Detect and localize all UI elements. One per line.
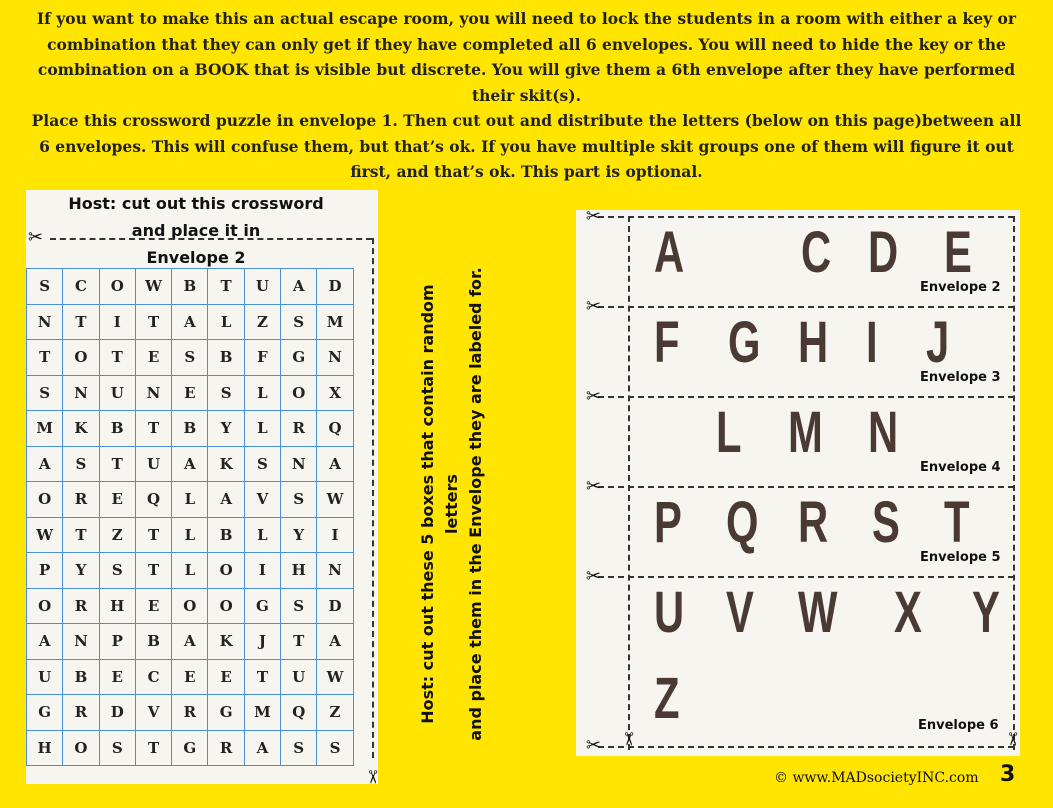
cut-line (598, 486, 1014, 488)
crossword-cell: G (281, 340, 317, 376)
crossword-cell: O (208, 588, 244, 624)
vertical-host-line-2: and place them in the Envelope they are labeled for. (466, 267, 485, 741)
stencil-letter: H (798, 310, 829, 375)
crossword-cell: A (27, 624, 63, 660)
crossword-cell: S (27, 375, 63, 411)
crossword-cell: L (172, 553, 208, 589)
stencil-letter: L (716, 400, 742, 465)
crossword-cell: R (281, 411, 317, 447)
crossword-cell: O (172, 588, 208, 624)
crossword-cell: H (27, 730, 63, 766)
stencil-letter: V (726, 580, 754, 645)
scissors-icon: ✂ (617, 731, 639, 747)
crossword-cell: H (281, 553, 317, 589)
crossword-cell: G (27, 695, 63, 731)
crossword-cell: K (208, 624, 244, 660)
crossword-cell: M (244, 695, 280, 731)
stencil-letter: M (788, 400, 823, 465)
crossword-cell: O (99, 269, 135, 305)
crossword-row (27, 588, 354, 624)
crossword-cell: S (172, 340, 208, 376)
stencil-letter: X (894, 580, 922, 645)
crossword-cell: A (281, 269, 317, 305)
stencil-letter: J (926, 310, 950, 375)
crossword-cell: T (135, 553, 171, 589)
crossword-cell: Y (281, 517, 317, 553)
intro-text (30, 6, 1023, 185)
crossword-cell: S (99, 553, 135, 589)
crossword-cell: B (172, 411, 208, 447)
cut-line-bottom (598, 746, 1014, 748)
crossword-cell: G (244, 588, 280, 624)
crossword-cell: J (244, 624, 280, 660)
stencil-letter: Q (726, 490, 759, 555)
crossword-row (27, 411, 354, 447)
crossword-cell: W (317, 482, 353, 518)
crossword-cell: L (172, 517, 208, 553)
crossword-cell: E (99, 482, 135, 518)
crossword-cell: T (135, 411, 171, 447)
crossword-cell: S (281, 304, 317, 340)
crossword-cell: O (63, 730, 99, 766)
crossword-row (27, 340, 354, 376)
crossword-cell: C (135, 659, 171, 695)
crossword-cell: E (208, 659, 244, 695)
scissors-icon: ✂ (586, 566, 602, 587)
stencil-letter: Y (972, 580, 1000, 645)
crossword-cell: W (27, 517, 63, 553)
crossword-cell: H (99, 588, 135, 624)
page-number: 3 (1000, 762, 1016, 787)
crossword-cell: I (244, 553, 280, 589)
crossword-cell: A (172, 624, 208, 660)
crossword-row (27, 624, 354, 660)
envelope-label: Envelope 2 (920, 280, 1001, 295)
envelope-label: Envelope 6 (918, 718, 999, 733)
crossword-cell: D (317, 269, 353, 305)
scissors-icon: ✂ (586, 735, 602, 756)
stencil-letter: T (944, 490, 970, 555)
crossword-cell: C (63, 269, 99, 305)
crossword-cell: N (27, 304, 63, 340)
crossword-cell: N (63, 624, 99, 660)
intro-paragraph-2: Place this crossword puzzle in envelope 1. Then cut out and distribute the letters (below on this page)between all 6 envelopes. This will confuse them, but that’s ok. If you have multiple skit groups one of them will figure it out first, and that’s ok. This part is optional. (31, 111, 1022, 181)
vertical-host-instruction (416, 254, 488, 754)
crossword-cell: U (27, 659, 63, 695)
crossword-title-line-2: and place it in (131, 221, 261, 240)
crossword-row (27, 446, 354, 482)
crossword-cell: I (99, 304, 135, 340)
crossword-cell: O (281, 375, 317, 411)
crossword-cell: Y (208, 411, 244, 447)
crossword-cell: M (317, 304, 353, 340)
crossword-cell: T (99, 340, 135, 376)
crossword-row (27, 695, 354, 731)
crossword-cell: A (208, 482, 244, 518)
crossword-cell: L (244, 517, 280, 553)
crossword-cell: T (99, 446, 135, 482)
crossword-cell: G (208, 695, 244, 731)
crossword-cell: V (244, 482, 280, 518)
crossword-cell: Q (135, 482, 171, 518)
crossword-row (27, 553, 354, 589)
stencil-letter: N (868, 400, 899, 465)
crossword-cell: O (63, 340, 99, 376)
crossword-cell: S (208, 375, 244, 411)
crossword-cell: T (208, 269, 244, 305)
crossword-cell: S (63, 446, 99, 482)
scissors-icon: ✂ (28, 227, 44, 248)
stencil-letter: C (801, 220, 832, 285)
crossword-cell: N (135, 375, 171, 411)
crossword-cell: L (244, 375, 280, 411)
scissors-icon: ✂ (586, 206, 602, 227)
scissors-icon: ✂ (586, 296, 602, 317)
crossword-cell: K (208, 446, 244, 482)
crossword-title (56, 190, 336, 271)
scissors-icon: ✂ (361, 769, 383, 785)
crossword-cell: S (281, 730, 317, 766)
crossword-cell: E (172, 659, 208, 695)
crossword-cell: X (317, 375, 353, 411)
crossword-cell: A (172, 304, 208, 340)
crossword-cell: E (135, 340, 171, 376)
cut-line-right (1013, 216, 1015, 750)
crossword-cell: S (281, 588, 317, 624)
scissors-icon: ✂ (586, 476, 602, 497)
crossword-cell: G (172, 730, 208, 766)
crossword-cell: T (135, 730, 171, 766)
crossword-title-line-1: Host: cut out this crossword (68, 194, 324, 213)
crossword-cell: N (281, 446, 317, 482)
crossword-cell: B (99, 411, 135, 447)
crossword-cell: A (317, 624, 353, 660)
crossword-cell: S (317, 730, 353, 766)
crossword-cell: U (135, 446, 171, 482)
crossword-cell: R (63, 588, 99, 624)
crossword-cell: T (27, 340, 63, 376)
cut-line-left (628, 216, 630, 750)
crossword-cell: N (317, 340, 353, 376)
envelope-label: Envelope 3 (920, 370, 1001, 385)
crossword-row (27, 730, 354, 766)
crossword-cell: Z (244, 304, 280, 340)
crossword-cell: L (208, 304, 244, 340)
crossword-cell: Q (317, 411, 353, 447)
crossword-row (27, 375, 354, 411)
crossword-row (27, 482, 354, 518)
cut-line-top (50, 238, 372, 240)
copyright-footer: © www.MADsocietyINC.com (774, 770, 979, 786)
cut-line (598, 396, 1014, 398)
crossword-cell: Q (281, 695, 317, 731)
stencil-letter: R (798, 490, 829, 555)
intro-paragraph-1: If you want to make this an actual escape room, you will need to lock the students in a room with either a key or combination that they can only get if they have completed all 6 envelopes. You will need to hide the key or the combination on a BOOK that is visible but discrete. You will give them a 6th envelope after they have performed their skit(s). (36, 9, 1017, 105)
crossword-cell: A (244, 730, 280, 766)
crossword-cell: V (135, 695, 171, 731)
crossword-cell: A (27, 446, 63, 482)
crossword-cell: T (244, 659, 280, 695)
crossword-cell: S (244, 446, 280, 482)
crossword-cell: W (317, 659, 353, 695)
crossword-title-line-3: Envelope 2 (146, 248, 246, 267)
stencil-letter: U (654, 580, 685, 645)
crossword-cell: L (172, 482, 208, 518)
crossword-cell: N (317, 553, 353, 589)
crossword-cell: R (208, 730, 244, 766)
stencil-letter: S (872, 490, 900, 555)
crossword-grid (26, 268, 354, 766)
crossword-cell: B (135, 624, 171, 660)
crossword-cell: U (99, 375, 135, 411)
crossword-cell: R (63, 695, 99, 731)
crossword-cell: T (63, 304, 99, 340)
crossword-cell: B (208, 340, 244, 376)
stencil-letter: I (866, 310, 878, 375)
crossword-cell: M (27, 411, 63, 447)
crossword-cell: S (99, 730, 135, 766)
crossword-cell: O (27, 588, 63, 624)
crossword-cell: R (63, 482, 99, 518)
crossword-cell: E (135, 588, 171, 624)
crossword-cell: U (244, 269, 280, 305)
cut-line-right (372, 238, 374, 758)
cut-line (598, 306, 1014, 308)
crossword-cell: A (172, 446, 208, 482)
scissors-icon: ✂ (586, 386, 602, 407)
crossword-row (27, 269, 354, 305)
envelope-label: Envelope 4 (920, 460, 1001, 475)
crossword-cell: S (281, 482, 317, 518)
crossword-cell: R (172, 695, 208, 731)
crossword-row (27, 304, 354, 340)
crossword-cell: D (99, 695, 135, 731)
crossword-cell: B (63, 659, 99, 695)
crossword-panel (26, 190, 383, 785)
cut-line (598, 576, 1014, 578)
crossword-cell: Y (63, 553, 99, 589)
stencil-letter: A (654, 220, 685, 285)
crossword-cell: P (27, 553, 63, 589)
scissors-icon: ✂ (1001, 731, 1023, 747)
crossword-cell: S (27, 269, 63, 305)
crossword-cell: U (281, 659, 317, 695)
crossword-row (27, 659, 354, 695)
stencil-letter: W (798, 580, 838, 645)
crossword-cell: T (281, 624, 317, 660)
envelope-label: Envelope 5 (920, 550, 1001, 565)
stencil-letter: P (654, 490, 682, 555)
crossword-cell: Z (317, 695, 353, 731)
crossword-cell: K (63, 411, 99, 447)
crossword-cell: O (208, 553, 244, 589)
crossword-cell: W (135, 269, 171, 305)
crossword-cell: O (27, 482, 63, 518)
stencil-letter: F (654, 310, 680, 375)
crossword-cell: L (244, 411, 280, 447)
stencil-letter: Z (654, 666, 680, 731)
crossword-cell: B (208, 517, 244, 553)
crossword-cell: T (63, 517, 99, 553)
crossword-cell: I (317, 517, 353, 553)
crossword-cell: E (99, 659, 135, 695)
stencil-letter: E (944, 220, 972, 285)
stencil-letter: G (728, 310, 761, 375)
vertical-host-line-1: Host: cut out these 5 boxes that contain random letters (418, 284, 461, 724)
crossword-cell: E (172, 375, 208, 411)
crossword-cell: B (172, 269, 208, 305)
stencil-letter: D (868, 220, 899, 285)
cut-line-top (598, 216, 1014, 218)
crossword-cell: T (135, 517, 171, 553)
crossword-cell: D (317, 588, 353, 624)
crossword-row (27, 517, 354, 553)
crossword-cell: F (244, 340, 280, 376)
crossword-cell: N (63, 375, 99, 411)
crossword-cell: T (135, 304, 171, 340)
letters-panel (576, 206, 1023, 756)
crossword-cell: P (99, 624, 135, 660)
crossword-cell: A (317, 446, 353, 482)
crossword-cell: Z (99, 517, 135, 553)
